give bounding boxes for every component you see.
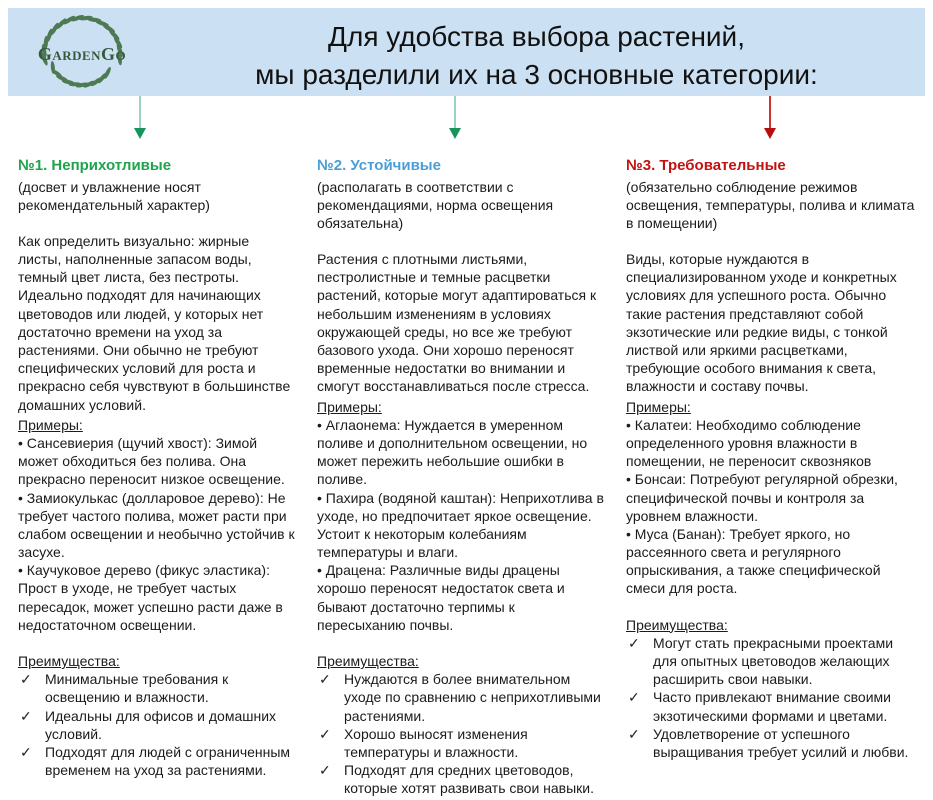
advantage-item: ✓ Часто привлекают внимание своими экзотическими формами и цветами. — [626, 688, 918, 724]
arrow-down-icon — [764, 96, 776, 140]
page-title-line2: мы разделили их на 3 основные категории: — [255, 58, 818, 90]
advantage-item: ✓ Хорошо выносят изменения температуры и влажности. — [317, 725, 605, 761]
example-item: • Аглаонема: Нуждается в умеренном поливе и дополнительном освещении, но может пережить небольшие ошибки в поливе. — [317, 416, 605, 489]
category-description: Растения с плотными листьями, пестролистные и темные расцветки растений, которые могут адаптироваться к небольшим изменениям в условиях окружающей среды, но все же требуют базового ухода. Они хорошо переносят временные недостатки во внимании и смогут восстанавливаться после стресса. — [317, 251, 597, 395]
arrow-head — [764, 128, 776, 139]
arrow-head — [134, 128, 146, 139]
example-item: • Сансевиерия (щучий хвост): Зимой может обходиться без полива. Она прекрасно переносит низкое освещение. — [18, 434, 296, 489]
arrow-stem — [139, 96, 141, 129]
category-subtitle: (досвет и увлажнение носят рекомендательный характер) — [18, 178, 210, 213]
advantage-item: ✓ Подходят для людей с ограниченным временем на уход за растениями. — [18, 743, 296, 779]
category-description: Как определить визуально: жирные листы, наполненные запасом воды, темный цвет листа, без пестроты. Идеально подходят для начинающих цветоводов или людей, у которых нет достаточно времени на уход за растениями. Они обычно не требуют специфических условий для роста и прекрасно себя чувствуют в большинстве домашних условий. — [18, 232, 291, 413]
example-item: • Драцена: Различные виды драцены хорошо переносят недостаток света и бывают достаточно терпимы к пересыханию почвы. — [317, 561, 605, 634]
example-item: • Бонсаи: Потребуют регулярной обрезки, специфической почвы и контроля за уровнем влажности. — [626, 470, 918, 525]
advantage-item: ✓ Идеальны для офисов и домашних условий. — [18, 707, 296, 743]
arrow-head — [449, 128, 461, 139]
brand-name: GardenGo — [37, 44, 127, 64]
category-heading: №2. Устойчивые — [317, 157, 441, 174]
advantages-label: Преимущества: — [18, 653, 120, 669]
category-columns — [18, 156, 918, 798]
advantage-item: ✓ Минимальные требования к освещению и влажности. — [18, 670, 296, 706]
examples-list — [18, 434, 296, 634]
category-subtitle: (обязательно соблюдение режимов освещения, температуры, полива и климата в помещении) — [626, 178, 915, 231]
page-title — [158, 18, 915, 94]
arrow-down-icon — [449, 96, 461, 140]
advantage-item: ✓ Удовлетворение от успешного выращивания требует усилий и любви. — [626, 725, 918, 761]
example-item: • Пахира (водяной каштан): Неприхотлива в уходе, но предпочитает яркое освещение. Устоит к некоторым колебаниям температуры и влаги. — [317, 489, 605, 562]
example-item: • Каучуковое дерево (фикус эластика): Прост в уходе, не требует частых пересадок, может успешно расти даже в недостаточном освещении. — [18, 561, 296, 634]
advantage-item: ✓ Нуждаются в более внимательном уходе по сравнению с неприхотливыми растениями. — [317, 670, 605, 725]
examples-label: Примеры: — [317, 398, 382, 415]
examples-list — [317, 416, 605, 634]
arrow-down-icon — [134, 96, 146, 140]
examples-label: Примеры: — [18, 416, 83, 433]
header-banner — [8, 8, 925, 96]
category-subtitle: (располагать в соответствии с рекомендациями, норма освещения обязательна) — [317, 178, 554, 231]
page-title-line1: Для удобства выбора растений, — [328, 21, 745, 52]
category-arrows — [0, 96, 933, 142]
brand-logo — [22, 8, 142, 96]
category-column-unpretentious — [18, 156, 296, 798]
advantage-item: ✓ Подходят для средних цветоводов, которые хотят развивать свои навыки. — [317, 761, 605, 797]
advantages-list — [18, 670, 296, 779]
advantage-item: ✓ Могут стать прекрасными проектами для опытных цветоводов желающих расширить свои навыки. — [626, 634, 918, 689]
advantages-list — [626, 634, 918, 761]
advantages-list — [317, 670, 605, 797]
advantages-label: Преимущества: — [626, 616, 728, 633]
category-column-demanding — [626, 156, 918, 798]
examples-label: Примеры: — [626, 398, 691, 415]
advantages-label: Преимущества: — [317, 653, 419, 669]
category-column-resilient — [317, 156, 605, 798]
arrow-stem — [454, 96, 456, 129]
example-item: • Муса (Банан): Требует яркого, но рассеянного света и регулярного опрыскивания, а также специфической смеси для роста. — [626, 525, 918, 598]
category-description: Виды, которые нуждаются в специализированном уходе и конкретных условиях для успешного роста. Обычно такие растения представляют собой экзотические или редкие виды, с тонкой листвой или яркими расцветками, требующие особого внимания к света, влажности и составу почвы. — [626, 251, 897, 395]
category-heading: №1. Неприхотливые — [18, 157, 172, 174]
example-item: • Калатеи: Необходимо соблюдение определенного уровня влажности в помещении, не переносит сквозняков — [626, 416, 918, 471]
example-item: • Замиокулькас (долларовое дерево): Не требует частого полива, может расти при слабом освещении и необычно устойчив к засухе. — [18, 489, 296, 562]
category-heading: №3. Требовательные — [626, 157, 786, 174]
arrow-stem — [769, 96, 771, 129]
examples-list — [626, 416, 918, 598]
